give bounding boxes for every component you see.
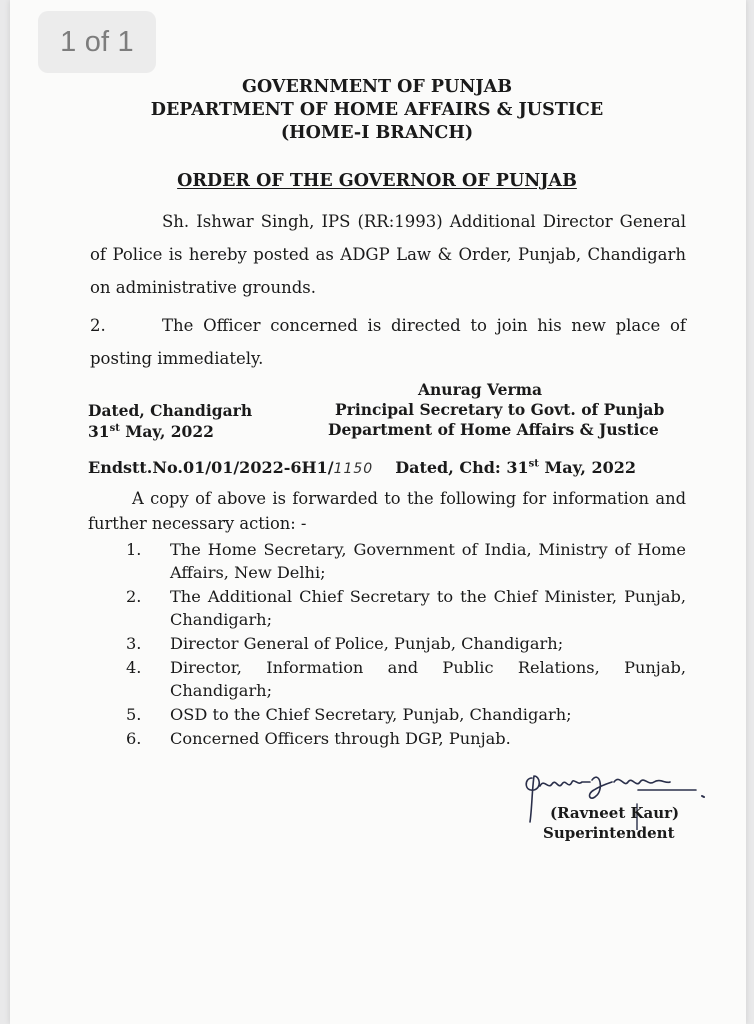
list-item: 3. Director General of Police, Punjab, Chandigarh; (126, 634, 564, 653)
list-item: 1. The Home Secretary, Government of India, Ministry of Home Affairs, New Delhi; (126, 540, 686, 582)
endorsement-handwritten-number: 1150 (333, 461, 374, 477)
endorsement-date: Dated, Chd: 31st May, 2022 (395, 458, 636, 477)
dated-date: 31st May, 2022 (88, 422, 214, 441)
order-paragraph-2-text: The Officer concerned is directed to join his new place of posting immediately. (90, 316, 686, 368)
signatory-designation: Principal Secretary to Govt. of Punjab (335, 400, 665, 419)
list-item: 4. Director, Information and Public Relations, Punjab, Chandigarh; (126, 658, 686, 700)
copy-forward-note (88, 486, 686, 536)
header-branch: (HOME-I BRANCH) (280, 123, 474, 143)
header-government: GOVERNMENT OF PUNJAB (242, 77, 512, 97)
signatory-department: Department of Home Affairs & Justice (328, 420, 659, 439)
signatory-name: Anurag Verma (418, 380, 543, 399)
recipient-list (126, 538, 686, 751)
sign-off-name: (Ravneet Kaur) (550, 804, 680, 822)
order-paragraph-1-text: Sh. Ishwar Singh, IPS (RR:1993) Additional Director General of Police is hereby posted as ADGP Law & Order, Punjab, Chandigarh on administrative grounds. (90, 212, 686, 297)
header-department: DEPARTMENT OF HOME AFFAIRS & JUSTICE (150, 100, 604, 120)
order-paragraph-2-number: 2. (90, 316, 106, 335)
list-item: 6. Concerned Officers through DGP, Punjab. (126, 729, 511, 748)
sign-off-title: Superintendent (543, 824, 675, 842)
dated-place: Dated, Chandigarh (88, 401, 253, 420)
copy-forward-text: A copy of above is forwarded to the following for information and further necessary action: - (88, 489, 686, 533)
list-item: 2. The Additional Chief Secretary to the Chief Minister, Punjab, Chandigarh; (126, 587, 686, 629)
endorsement-line (88, 457, 636, 480)
list-item: 5. OSD to the Chief Secretary, Punjab, Chandigarh; (126, 705, 572, 724)
order-paragraph-2 (90, 309, 686, 375)
endorsement-number: Endstt.No.01/01/2022-6H1/ (88, 458, 334, 477)
order-paragraph-1 (90, 205, 686, 304)
page-indicator: 1 of 1 (38, 11, 156, 73)
order-title: ORDER OF THE GOVERNOR OF PUNJAB (177, 171, 577, 191)
